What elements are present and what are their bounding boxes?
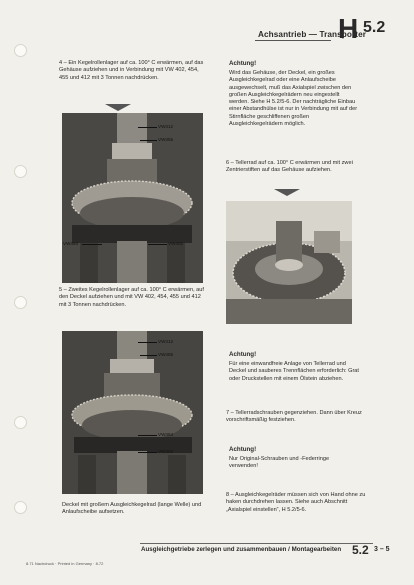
- punch-hole: [14, 165, 27, 178]
- arrow-down-icon: [105, 104, 131, 111]
- punch-hole: [14, 416, 27, 429]
- callout-leader: [140, 355, 157, 356]
- step-7-text: 7 – Tellerradschrauben gegenziehen. Dann über Kreuz vorschriftsmäßig festziehen.: [226, 410, 362, 424]
- punch-hole: [14, 296, 27, 309]
- callout-vw454: VW454: [158, 432, 174, 437]
- footer-print-note: 8.71 Nachdruck · Printed in Germany · 8.72: [26, 561, 104, 566]
- photo-differential-press-1: [62, 113, 203, 283]
- callout-leader: [138, 452, 157, 453]
- callout-vw454: VW454: [63, 241, 79, 246]
- callout-leader: [82, 244, 102, 245]
- callout-vw455: VW455: [158, 352, 174, 357]
- callout-leader: [138, 435, 157, 436]
- footer-page-number: 3 – 5: [374, 546, 390, 553]
- chapter-letter: H: [338, 13, 359, 44]
- callout-vw412: VW412: [158, 124, 174, 129]
- chapter-number: 5.2: [363, 19, 386, 36]
- photo-ring-gear: [226, 201, 352, 324]
- callout-leader: [148, 244, 167, 245]
- note-3-text: Nur Original-Schrauben und -Federringe verwenden!: [229, 456, 330, 470]
- callout-vw402: VW402: [168, 241, 184, 246]
- callout-vw412: VW412: [158, 339, 174, 344]
- callout-leader: [140, 140, 157, 141]
- callout-leader: [138, 342, 157, 343]
- punch-hole: [14, 44, 27, 57]
- footer-rule: [140, 543, 373, 544]
- footer-section-number: 5.2: [352, 543, 369, 557]
- photo-differential-press-2: [62, 331, 203, 494]
- header-rule: [255, 40, 331, 41]
- step-8-text: 8 – Ausgleichkegelräder müssen sich von Hand ohne zu haken durchdrehen lassen. Siehe auch Abschnitt „Axialspiel einstellen“, H 5.2/5-6.: [226, 492, 366, 513]
- arrow-down-icon: [274, 189, 300, 196]
- photo-ring-gear-art: [226, 201, 352, 324]
- photo-differential-press-2-art: [62, 331, 203, 494]
- section-title: Achsantrieb — Transporter: [258, 30, 367, 39]
- footer-title: Ausgleichgetriebe zerlegen und zusammenbauen / Montagearbeiten: [141, 546, 342, 553]
- note-1-text: Wird das Gehäuse, der Deckel, ein großes Ausgleichkegelrad oder eine Anlaufscheibe ausgewechselt, muß das Axialspiel zwischen den großen Ausgleichkegelrädern neu eingestellt werden. Siehe H 5.2/5-6. Der nachträgliche Einbau einer Abstandhülse ist nur in Verbindung mit auf der Stirnfläche geschliffenen großen Ausgleichkegelrädern möglich.: [229, 70, 358, 128]
- callout-vw402: VW402: [158, 449, 174, 454]
- photo-differential-press-1-art: [62, 113, 203, 283]
- note-1-title: Achtung!: [229, 60, 257, 67]
- note-2-text: Für eine einwandfreie Anlage von Tellerrad und Deckel und sauberes Trennflächen erforderlich: Grat oder Druckstellen mit einem Ölstein abziehen.: [229, 361, 359, 382]
- step-4-text: 4 – Ein Kegelrollenlager auf ca. 100° C erwärmen, auf das Gehäuse aufziehen und in Verbindung mit VW 402, 454, 455 und 412 mit 3 Tonnen nachdrücken.: [59, 60, 204, 81]
- photo-caption: Deckel mit großem Ausgleichkegelrad (lange Welle) und Anlaufscheibe aufsetzen.: [62, 502, 202, 516]
- punch-hole: [14, 501, 27, 514]
- step-5-text: 5 – Zweites Kegelrollenlager auf ca. 100° C erwärmen, auf den Deckel aufziehen und mit VW 402, 454, 455 und 412 mit 3 Tonnen nachdrücken.: [59, 287, 204, 308]
- callout-vw455: VW455: [158, 137, 174, 142]
- callout-leader: [138, 127, 157, 128]
- step-6-text: 6 – Tellerrad auf ca. 100° C erwärmen und mit zwei Zentrierstiften auf das Gehäuse aufziehen.: [226, 160, 353, 174]
- note-3-title: Achtung!: [229, 446, 257, 453]
- note-2-title: Achtung!: [229, 351, 257, 358]
